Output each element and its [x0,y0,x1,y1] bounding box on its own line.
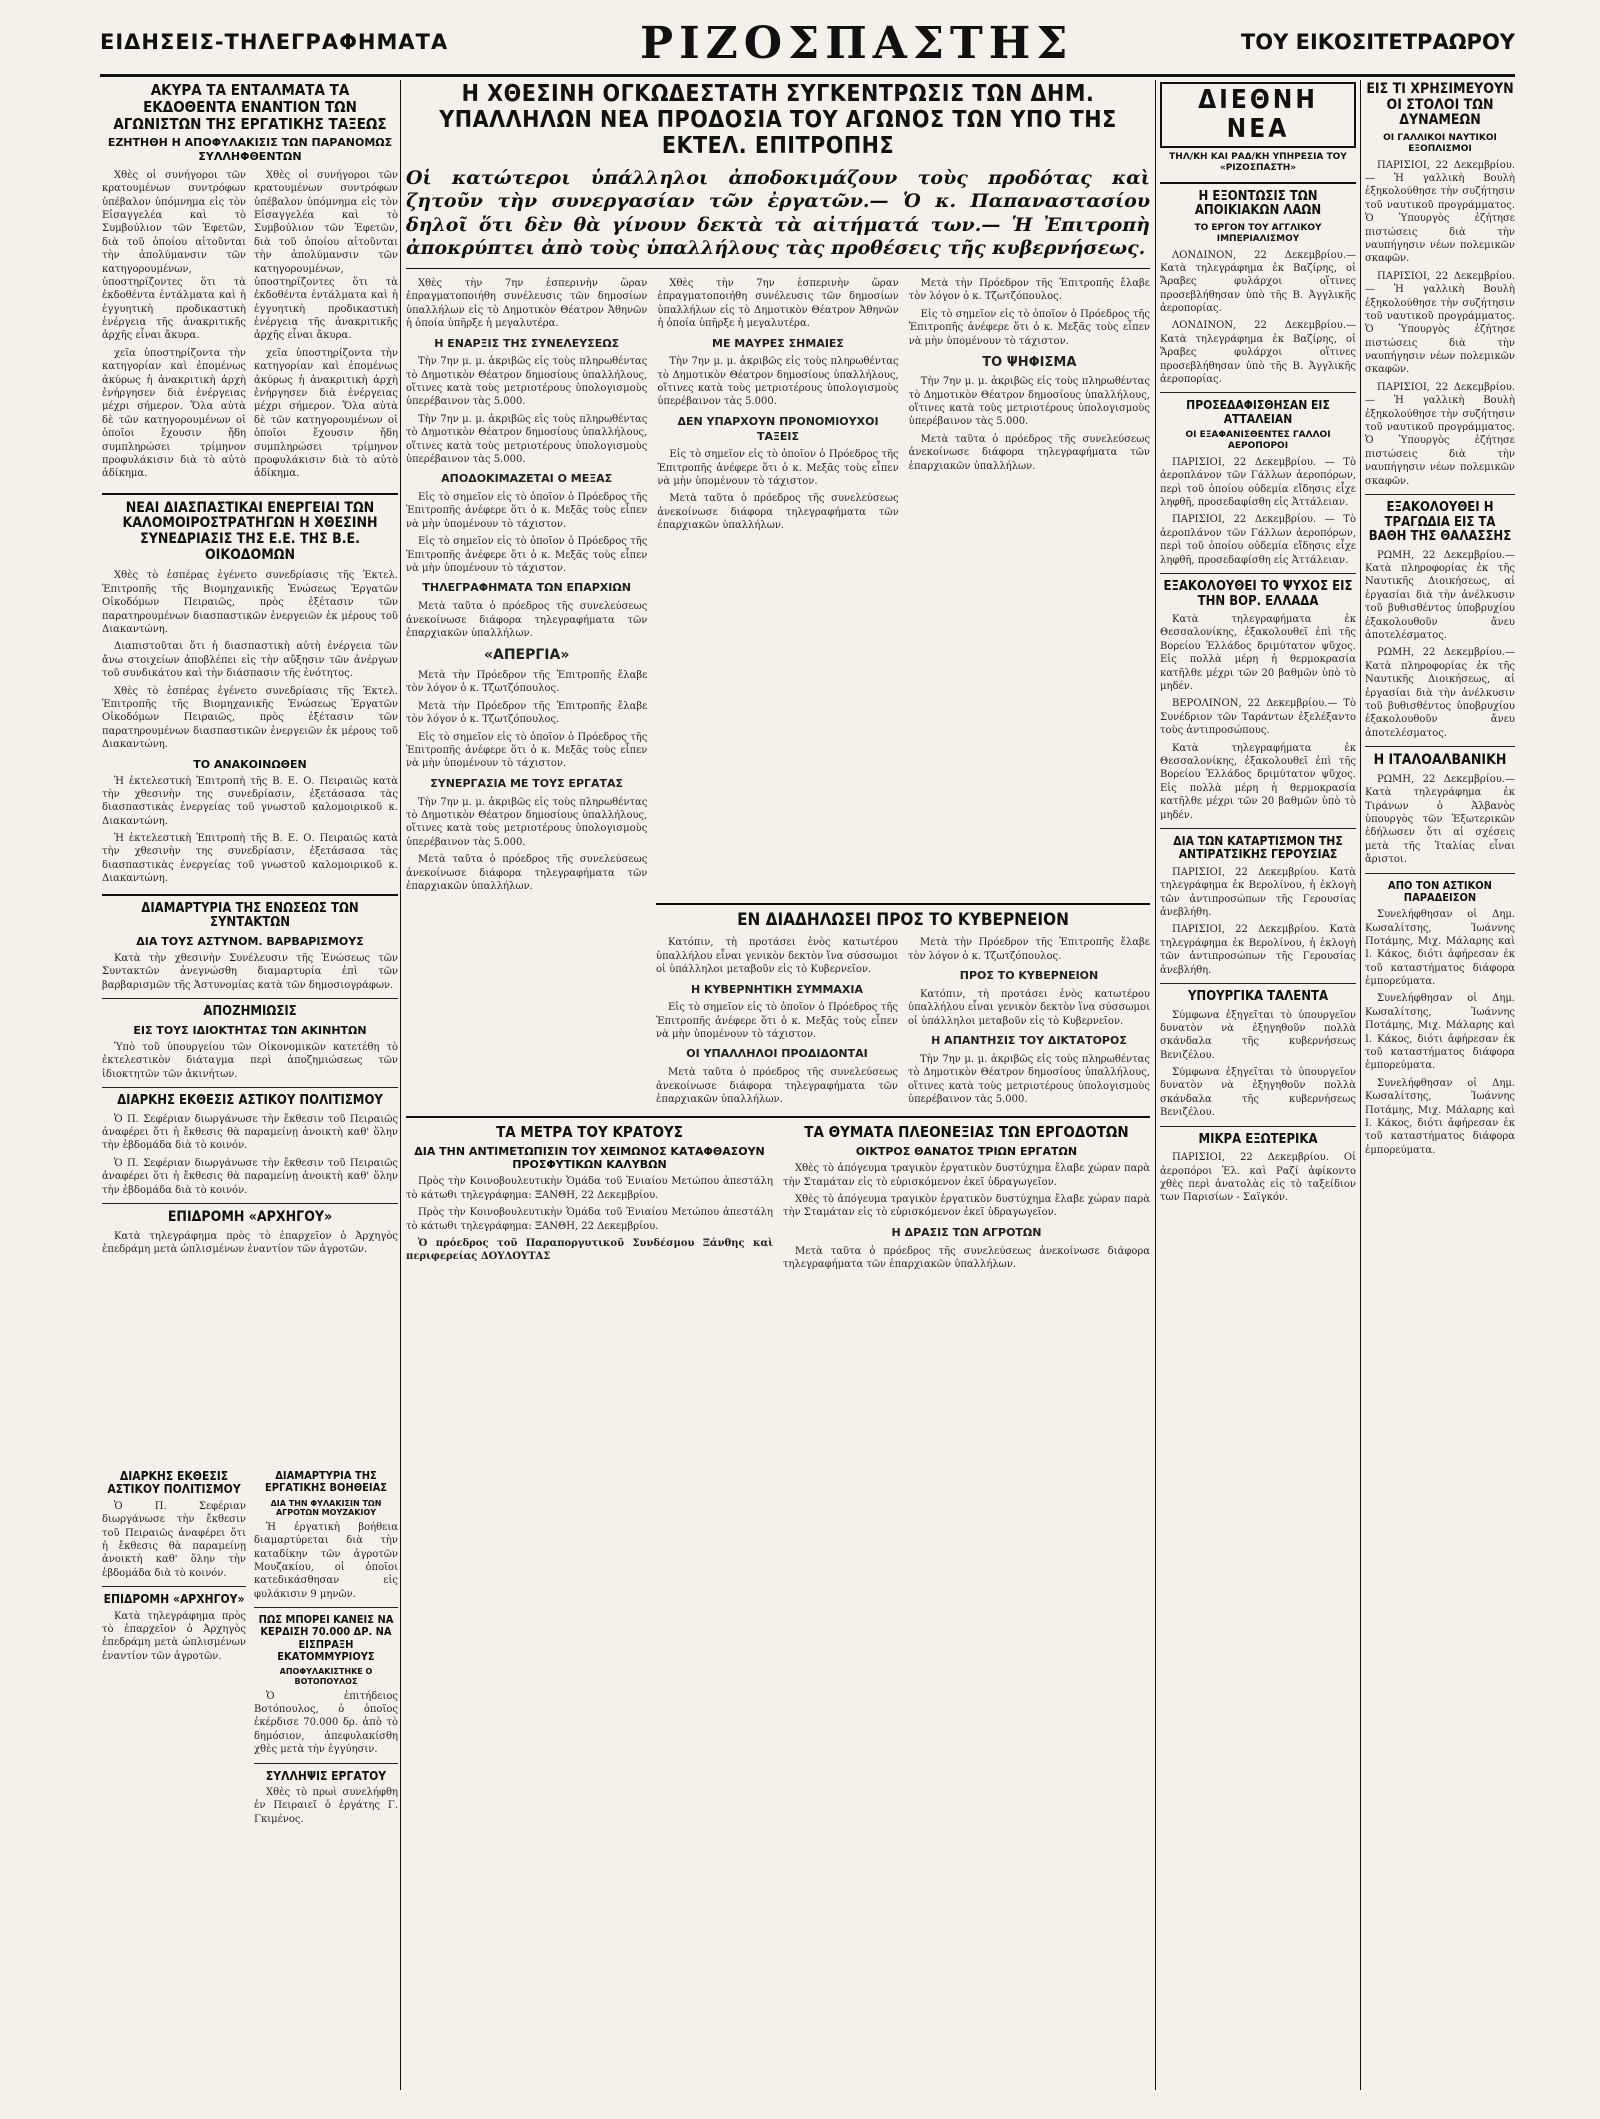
paragraph: Ὁ Π. Σεφέριαν διωργάνωσε τὴν ἔκθεσιν τοῦ Πειραιῶς ἀναφέρει ὅτι ἡ ἔκθεσις θὰ παραμείνῃ ἀνοικτὴ καθ' ὅλην τὴν ἑβδομάδα διὰ τὸ κοινόν. [102,1157,398,1196]
headline-thymata: ΤΑ ΘΥΜΑΤΑ ΠΛΕΟΝΕΞΙΑΣ ΤΩΝ ΕΡΓΟΔΟΤΩΝ [804,1123,1129,1142]
section-rule [102,1586,246,1587]
column-divider [1155,80,1156,2090]
headline-metra: ΤΑ ΜΕΤΡΑ ΤΟΥ ΚΡΑΤΟΥΣ [496,1123,683,1142]
paragraph: ΡΩΜΗ, 22 Δεκεμβρίου.— Κατὰ πληροφορίας ἐκ τῆς Ναυτικῆς Διοικήσεως, αἱ ἐργασίαι διὰ τὴν ἀνέλκυσιν τοῦ βυθισθέντος ὑποβρυχίου ἐξακολουθοῦν ἄνευ ἀποτελέσματος. [1365,647,1515,739]
headline-syntaktai: ΔΙΑΜΑΡΤΥΡΙΑ ΤΗΣ ΕΝΩΣΕΩΣ ΤΩΝ ΣΥΝΤΑΚΤΩΝ [141,900,359,931]
paragraph: Μετὰ τὴν Πρόεδρον τῆς Ἐπιτροπῆς ἔλαβε τὸν λόγον ὁ κ. Τζωτζόπουλος. [908,937,1150,962]
banner-subtitle: ΤΗΛ/ΚΗ ΚΑΙ ΡΑΔ/ΚΗ ΥΠΗΡΕΣΙΑ ΤΟΥ «ΡΙΖΟΣΠΑΣΤΗ» [1169,152,1347,174]
newspaper-title: ΡΙΖΟΣΠΑΣΤΗΣ [640,18,1074,69]
masthead-rule [100,74,1515,77]
headline-apoikiakoi: Η ΕΞΟΝΤΩΣΙΣ ΤΩΝ ΑΠΟΙΚΙΑΚΩΝ ΛΑΩΝ [1194,188,1322,219]
paragraph: ΠΑΡΙΣΙΟΙ, 22 Δεκεμβρίου. Κατὰ τηλεγράφημα ἐκ Βερολίνου, ἡ ἐκλογὴ τῶν ἀντιπροσώπων τῆς Γερουσίας ἀνεβλήθη. [1160,924,1356,976]
paragraph: Μετὰ ταῦτα ὁ πρόεδρος τῆς συνελεύσεως ἀνεκοίνωσε διάφορα τηλεγραφήματα τῶν ἐπαρχιακῶν ὑπαλλήλων. [908,433,1150,472]
paragraph: Ὁ ἐπιτήδειος Βοτόπουλος, ὁ ὁποῖος ἐκέρδισε 70.000 δρ. ἀπὸ τὸ δημόσιον, ἀπεφυλακίσθη χθὲς μετὰ τὴν ἐγγύησιν. [254,1690,398,1756]
subheadline-metra: ΔΙΑ ΤΗΝ ΑΝΤΙΜΕΤΩΠΙΣΙΝ ΤΟΥ ΧΕΙΜΩΝΟΣ ΚΑΤΑΦΘΑΣΟΥΝ ΠΡΟΣΦΥΤΙΚΩΝ ΚΑΛΥΒΩΝ [414,1145,765,1172]
subhead-pronomiouxoi: ΔΕΝ ΥΠΑΡΧΟΥΝ ΠΡΟΝΟΜΙΟΥΧΟΙ ΤΑΞΕΙΣ [677,414,879,443]
article-akyra [102,169,398,485]
paragraph: ΠΑΡΙΣΙΟΙ, 22 Δεκεμβρίου. Οἱ ἀεροπόροι Ἐλ. καὶ Ραζί ἀφίκοντο χθὲς περὶ ἀνατολὰς εἰς τὸ ταξείδιον των Παρισίων - Σαϊγκόν. [1160,1152,1356,1204]
column-divider [1360,80,1361,2090]
article-col-b [657,277,898,897]
section-rule [406,268,1150,269]
headline-tragodia: ΕΞΑΚΟΛΟΥΘΕΙ Η ΤΡΑΓΩΔΙΑ ΕΙΣ ΤΑ ΒΑΘΗ ΤΗΣ ΘΑΛΑΣΣΗΣ [1368,499,1512,545]
paragraph: Διαπιστοῦται ὅτι ἡ διασπαστικὴ αὐτὴ ἐνέργεια τῶν ἄνω στοιχείων ἀποβλέπει εἰς τὴν αὔξησιν τῶν ἀνέργων τοῦ συνδικάτου καὶ τὴν διάσπασιν τῆς ἑνότητος. [102,641,398,680]
subheadline-stoloi: ΟΙ ΓΑΛΛΙΚΟΙ ΝΑΥΤΙΚΟΙ ΕΞΟΠΛΙΣΜΟΙ [1383,133,1497,154]
article-attaleia [1160,456,1356,567]
headline-syllipsis: ΣΥΛΛΗΨΙΣ ΕΡΓΑΤΟΥ [265,1768,387,1783]
paragraph: Ὁ Π. Σεφέριαν διωργάνωσε τὴν ἔκθεσιν τοῦ Πειραιῶς ἀναφέρει ὅτι ἡ ἔκθεσις θὰ παραμείνῃ ἀνοικτὴ καθ' ὅλην τὴν ἑβδομάδα διὰ τὸ κοινόν. [102,1500,246,1579]
headline-epidromi-2: ΕΠΙΔΡΟΜΗ «ΑΡΧΗΓΟΥ» [103,1592,245,1607]
paragraph: Εἰς τὸ σημεῖον εἰς τὸ ὁποῖον ὁ Πρόεδρος τῆς Ἐπιτροπῆς ἀνέφερε ὅτι ὁ κ. Μεξᾶς τοὺς εἶπεν νὰ μὴν ὑπομένουν τὸ τάχιστον. [908,308,1150,347]
diadilosi-row [656,936,1150,1110]
center-column [406,82,1150,2092]
subhead-synergasia: ΣΥΝΕΡΓΑΣΙΑ ΜΕ ΤΟΥΣ ΕΡΓΑΤΑΣ [430,776,624,790]
diadilosi-col-a [656,936,898,1110]
paragraph: Τὴν 7ην μ. μ. ἀκριβῶς εἰς τοὺς πληρωθέντας τὸ Δημοτικὸν Θέατρον δημοσίους ὑπαλλήλους, οἵτινες κατὰ τοὺς μετριοτέρους ὑπολογισμοὺς ὑπερέβαινον τὰς 5.000. [908,376,1150,428]
headline-diadilosi: ΕΝ ΔΙΑΔΗΛΩΣΕΙ ΠΡΟΣ ΤΟ ΚΥΒΕΡΝΕΙΟΝ [737,910,1069,931]
paragraph: Τὴν 7ην μ. μ. ἀκριβῶς εἰς τοὺς πληρωθέντας τὸ Δημοτικὸν Θέατρον δημοσίους ὑπαλλήλους, οἵτινες κατὰ τοὺς μετριοτέρους ὑπολογισμοὺς ὑπερέβαινον τὰς 5.000. [908,1053,1150,1105]
article-tragodia [1365,549,1515,740]
lede-sygkentrosis: Οἱ κατώτεροι ὑπάλληλοι ἀποδοκιμάζουν τοὺς προδότας καὶ ζητοῦν τὴν συνεργασίαν τῶν ἐργατῶν.— Ὁ κ. Παπαναστασίου δηλοῖ ὅτι δὲν θὰ γίνουν δεκτὰ τὰ αἰτήματά των.— Ἡ Ἐπιτροπὴ ἀποκρύπτει ἀπὸ τοὺς ὑπαλλήλους τὰς προθέσεις τῆς κυβερνήσεως. [406,167,1150,259]
article-stoloi [1365,159,1515,488]
paragraph: Χθὲς τὸ πρωὶ συνελήφθη ἐν Πειραιεῖ ὁ ἐργάτης Γ. Γκιμένος. [254,1786,398,1825]
subhead-mavres-simaies: ΜΕ ΜΑΥΡΕΣ ΣΗΜΑΙΕΣ [712,336,844,350]
paragraph: Μετὰ ταῦτα ὁ πρόεδρος τῆς συνελεύσεως ἀνεκοίνωσε διάφορα τηλεγραφήματα τῶν ἐπαρχιακῶν ὑπαλλήλων. [657,493,899,532]
section-label-right: ΤΟΥ ΕΙΚΟΣΙΤΕΤΡΑΩΡΟΥ [1240,30,1515,54]
headline-apozimiosis: ΑΠΟΖΗΜΙΩΣΙΣ [203,1004,297,1020]
paragraph: Ὁ Π. Σεφέριαν διωργάνωσε τὴν ἔκθεσιν τοῦ Πειραιῶς ἀναφέρει ὅτι ἡ ἔκθεσις θὰ παραμείνῃ ἀνοικτὴ καθ' ὅλην τὴν ἑβδομάδα διὰ τὸ κοινόν. [102,1113,398,1152]
paragraph: Χθὲς τὸ ἑσπέρας ἐγένετο συνεδρίασις τῆς Ἐκτελ. Ἐπιτροπῆς τῆς Βιομηχανικῆς Ἑνώσεως Ἐργατῶν Οἰκοδόμων Πειραιῶς, πρὸς ἐξέτασιν τῶν παρατηρουμένων διασπαστικῶν ἐνεργειῶν ἐκ μέρους τοῦ Διακαντώνη. [102,685,398,751]
headline-talenta: ΥΠΟΥΡΓΙΚΑ ΤΑΛΕΝΤΑ [1187,988,1329,1004]
banner-diethni-nea: ΔΙΕΘΝΗ ΝΕΑ [1160,82,1356,148]
paragraph: ΛΟΝΔΙΝΟΝ, 22 Δεκεμβρίου.— Κατὰ τηλεγράφημα ἐκ Βαζίρης, οἱ Ἄραβες φυλάρχοι οἵτινες προσεβλήθησαν ὑπὸ τῆς Β. Ἀγγλικῆς ἀεροπορίας. [1160,249,1356,315]
subhead-symmachia: Η ΚΥΒΕΡΝΗΤΙΚΗ ΣΥΜΜΑΧΙΑ [690,982,864,996]
headline-italoalvaniki: Η ΙΤΑΛΟΑΛΒΑΝΙΚΗ [1373,752,1507,769]
subheadline-syntaktai: ΔΙΑ ΤΟΥΣ ΑΣΤΥΝΟΜ. ΒΑΡΒΑΡΙΣΜΟΥΣ [136,934,364,948]
subheadline-thymata: ΟΙΚΤΡΟΣ ΘΑΝΑΤΟΣ ΤΡΙΩΝ ΕΡΓΑΤΩΝ [855,1145,1078,1159]
paragraph: Χθὲς τὸ ἀπόγευμα τραγικὸν ἐργατικὸν δυστύχημα ἔλαβε χώραν παρὰ τὴν Σταμάταν εἰς τὸ εὑρισκόμενον ἐκεῖ ὑδραγωγεῖον. [783,1194,1150,1219]
metra-block [406,1124,773,1275]
paragraph: Σύμφωνα ἐξηγεῖται τὸ ὑπουργεῖον δυνατὸν νὰ ἐξηγηθοῦν πολλὰ σκάνδαλα τῆς κυβερνήσεως Βενιζέλου. [1160,1067,1356,1119]
article-anakoinothen [102,775,398,886]
paragraph: Μετὰ ταῦτα ὁ πρόεδρος τῆς συνελεύσεως ἀνεκοίνωσε διάφορα τηλεγραφήματα τῶν ἐπαρχιακῶν ὑπαλλήλων. [783,1245,1150,1270]
paragraph: Κατὰ τηλεγράφημα πρὸς τὸ ἐπαρχεῖον ὁ Ἀρχηγὸς ἐπεδράμη μετὰ ὡπλισμένων ἐναντίον τῶν ἀγροτῶν. [102,1230,398,1255]
diadilosi-col-b [908,936,1150,1110]
section-rule [102,1087,398,1088]
paragraph: ΠΑΡΙΣΙΟΙ, 22 Δεκεμβρίου.— Ἡ γαλλικὴ Βουλὴ ἐξηκολούθησε τὴν συζήτησιν τοῦ ναυτικοῦ προγράμματος. Ὁ Ὑπουργὸς ἐζήτησε πιστώσεις διὰ τὴν ναυπήγησιν νέων πολεμικῶν σκαφῶν. [1365,159,1515,265]
article-ekthesis [102,1113,398,1197]
paragraph: Συνελήφθησαν οἱ Δημ. Κωσαλίτσης, Ἰωάννης Ποτάμης, Μιχ. Μάλαρης καὶ Ι. Κάκος, διότι ἀφήρεσαν ἐκ τοῦ καταστήματος διάφορα ἐμπορεύματα. [1365,1077,1515,1156]
left-bottom-row [102,1470,398,1830]
article-psychos [1160,613,1356,822]
section-rule [1365,873,1515,874]
paragraph: Χθὲς τὴν 7ην ἑσπερινὴν ὥραν ἐπραγματοποιήθη συνέλευσις τῶν δημοσίων ὑπαλλήλων εἰς τὸ Δημοτικὸν Θέατρον Ἀθηνῶν ἡ ὁποία ὑπῆρξε ἡ μεγαλυτέρα. [657,277,899,330]
subhead-diktatoros: Η ΑΠΑΝΤΗΣΙΣ ΤΟΥ ΔΙΚΤΑΤΟΡΟΣ [931,1034,1127,1048]
headline-akyra: ΑΚΥΡΑ ΤΑ ΕΝΤΑΛΜΑΤΑ ΤΑ ΕΚΔΟΘΕΝΤΑ ΕΝΑΝΤΙΟΝ ΤΩΝ ΑΓΩΝΙΣΤΩΝ ΤΗΣ ΕΡΓΑΤΙΚΗΣ ΤΑΞΕΩΣ [113,82,387,133]
subhead-psifisma: ΤΟ ΨΗΦΙΣΜΑ [982,354,1077,370]
paragraph: ΠΑΡΙΣΙΟΙ, 22 Δεκεμβρίου. Κατὰ τηλεγράφημα ἐκ Βερολίνου, ἡ ἐκλογὴ τῶν ἀντιπροσώπων τῆς Γερουσίας ἀνεβλήθη. [1160,866,1356,918]
paragraph: χεῖα ὑποστηρίζοντα τὴν κατηγορίαν καὶ ἐπομένως ἀκύρως ἡ ἀνακριτικὴ ἀρχὴ ἐνήργησεν διὰ ἐνέργειας μέχρι σήμερον. Ὅλα αὐτὰ δὲ τῶν κατηγορουμένων οἱ ὁποῖοι ἔχουσιν ἤδη συμπληρώσει τρίμηνον προφυλάκισιν διὰ τὸ αὐτὸ ἀδίκημα. [102,347,246,480]
section-rule [1365,746,1515,747]
headline-sygkentrosis: Η ΧΘΕΣΙΝΗ ΟΓΚΩΔΕΣΤΑΤΗ ΣΥΓΚΕΝΤΡΩΣΙΣ ΤΩΝ ΔΗΜ. ΥΠΑΛΛΗΛΩΝ ΝΕΑ ΠΡΟΔΟΣΙΑ ΤΟΥ ΑΓΩΝΟΣ ΤΩΝ ΥΠΟ ΤΗΣ ΕΚΤΕΛ. ΕΠΙΤΡΟΠΗΣ [439,82,1117,159]
headline-ekthesis: ΔΙΑΡΚΗΣ ΕΚΘΕΣΙΣ ΑΣΤΙΚΟΥ ΠΟΛΙΤΙΣΜΟΥ [117,1093,383,1108]
bottom-center-row [406,1124,1150,1275]
paragraph: Χθὲς τὸ ἑσπέρας ἐγένετο συνεδρίασις τῆς Ἐκτελ. Ἐπιτροπῆς τῆς Βιομηχανικῆς Ἑνώσεως Ἐργατῶν Οἰκοδόμων Πειραιῶς, πρὸς ἐξέτασιν τῶν παρατηρουμένων διασπαστικῶν ἐνεργειῶν ἐκ μέρους τοῦ Διακαντώνη. [102,570,398,635]
subhead-apergia: «ΑΠΕΡΓΙΑ» [483,647,570,664]
headline-voithia: ΔΙΑΜΑΡΤΥΡΙΑ ΤΗΣ ΕΡΓΑΤΙΚΗΣ ΒΟΗΘΕΙΑΣ [264,1470,388,1495]
headline-kerdisi: ΠΩΣ ΜΠΟΡΕΙ ΚΑΝΕΙΣ ΝΑ ΚΕΡΔΙΣΗ 70.000 ΔΡ. ΝΑ ΕΙΣΠΡΑΞΗ ΕΚΑΤΟΜΜΥΡΙΟΥΣ [258,1613,394,1664]
section-label-left: ΕΙΔΗΣΕΙΣ-ΤΗΛΕΓΡΑΦΗΜΑΤΑ [100,30,449,54]
article-ekthesis-2 [102,1500,246,1580]
headline-epidromi: ΕΠΙΔΡΟΜΗ «ΑΡΧΗΓΟΥ» [167,1208,333,1225]
paragraph: Μετὰ τὴν Πρόεδρον τῆς Ἐπιτροπῆς ἔλαβε τὸν λόγον ὁ κ. Τζωτζόπουλος. [406,670,648,695]
paragraph: Εἰς τὸ σημεῖον εἰς τὸ ὁποῖον ὁ Πρόεδρος τῆς Ἐπιτροπῆς ἀνέφερε ὅτι ὁ κ. Μεξᾶς τοὺς εἶπεν νὰ μὴν ὑπομένουν τὸ τάχιστον. [657,449,899,488]
paragraph: ΠΑΡΙΣΙΟΙ, 22 Δεκεμβρίου. — Τὸ ἀεροπλάνον τῶν Γάλλων ἀεροπόρων, περὶ τοῦ ὁποίου οὐδεμία εἴδησις εἶχε ληφθῆ, προσεδαφίσθη εἰς Ἀττάλειαν. [1160,514,1356,566]
paragraph: Ἡ ἐκτελεστικὴ Ἐπιτροπὴ τῆς Β. Ε. Ο. Πειραιῶς κατὰ τὴν χθεσινὴν της συνεδρίασιν, ἐξετάσασα τὰς διασπαστικὰς ἐνεργείας τοῦ γνωστοῦ καλομοιρικοῦ κ. Διακαντώνη. [102,833,398,885]
paragraph: ΡΩΜΗ, 22 Δεκεμβρίου.— Κατὰ τηλεγράφημα ἐκ Τιράνων ὁ Ἀλβανὸς ὑπουργὸς τῶν Ἐξωτερικῶν ἐδήλωσεν ὅτι αἱ σχέσεις μετὰ τῆς Ἰταλίας εἶναι ἄριστοι. [1365,773,1515,866]
subhead-agrotes: Η ΔΡΑΣΙΣ ΤΩΝ ΑΓΡΟΤΩΝ [891,1225,1042,1239]
paragraph: Ἡ ἐργατικὴ βοήθεια διαμαρτύρεται διὰ τὴν καταδίκην τῶν ἀγροτῶν Μουζακίου, οἱ ὁποῖοι κατεδικάσθησαν εἰς φυλάκισιν 9 μηνῶν. [254,1521,398,1600]
paragraph: Κατὰ τηλεγραφήματα ἐκ Θεσσαλονίκης, ἐξακολουθεῖ ἐπὶ τῆς Βορείου Ἑλλάδος δριμύτατον ψῦχος. Εἰς πολλὰ μέρη ἡ θερμοκρασία κατῆλθε μέχρι τῶν 20 βαθμῶν ὑπὸ τὸ μηδέν. [1160,742,1356,821]
section-rule [1160,828,1356,829]
paragraph: Τὴν 7ην μ. μ. ἀκριβῶς εἰς τοὺς πληρωθέντας τὸ Δημοτικὸν Θέατρον δημοσίους ὑπαλλήλους, οἵτινες κατὰ τοὺς μετριοτέρους ὑπολογισμοὺς ὑπερέβαινον τὰς 5.000. [406,796,648,848]
paragraph: Κατὰ τηλεγράφημα πρὸς τὸ ἐπαρχεῖον ὁ Ἀρχηγὸς ἐπεδράμη μετὰ ὡπλισμένων ἐναντίον τῶν ἀγροτῶν. [102,1610,246,1662]
article-col-a [406,277,647,897]
subhead-anakoinothen: ΤΟ ΑΝΑΚΟΙΝΩΘΕΝ [193,757,307,771]
paragraph: Συνελήφθησαν οἱ Δημ. Κωσαλίτσης, Ἰωάννης Ποτάμης, Μιχ. Μάλαρης καὶ Ι. Κάκος, διότι ἀφήρεσαν ἐκ τοῦ καταστήματος διάφορα ἐμπορεύματα. [1365,909,1515,988]
diadilosi-block [656,911,1150,1110]
thymata-block [783,1124,1150,1275]
headline-mikra-exoterika: ΜΙΚΡΑ ΕΞΩΤΕΡΙΚΑ [1198,1131,1318,1147]
subhead-tilegrafimata: ΤΗΛΕΓΡΑΦΗΜΑΤΑ ΤΩΝ ΕΠΑΡΧΙΩΝ [422,581,631,595]
headline-psychos: ΕΞΑΚΟΛΟΥΘΕΙ ΤΟ ΨΥΧΟΣ ΕΙΣ ΤΗΝ ΒΟΡ. ΕΛΛΑΔΑ [1163,579,1353,609]
paragraph: Χθὲς τὸ ἀπόγευμα τραγικὸν ἐργατικὸν δυστύχημα ἔλαβε χώραν παρὰ τὴν Σταμάταν εἰς τὸ εὑρισκόμενον ἐκεῖ ὑδραγωγεῖον. [783,1163,1150,1188]
article-apozimiosis [102,1041,398,1081]
paragraph: Εἰς τὸ σημεῖον εἰς τὸ ὁποῖον ὁ Πρόεδρος τῆς Ἐπιτροπῆς ἀνέφερε ὅτι ὁ κ. Μεξᾶς τοὺς εἶπεν νὰ μὴν ὑπομένουν τὸ τάχιστον. [406,492,648,530]
left-bottom-a [102,1470,246,1830]
paragraph: Κατόπιν, τὴ προτάσει ἑνὸς κατωτέρου ὑπαλλήλου εἶναι γενικὸν δεκτὸν ἵνα σύσσωμοι οἱ ὑπάλληλοι μεταβοῦν εἰς τὸ Κυβερνεῖον. [656,937,898,976]
paragraph: Κατὰ τηλεγραφήματα ἐκ Θεσσαλονίκης, ἐξακολουθεῖ ἐπὶ τῆς Βορείου Ἑλλάδος δριμύτατον ψῦχος. Εἰς πολλὰ μέρη ἡ θερμοκρασία κατῆλθε μέχρι τῶν 20 βαθμῶν ὑπὸ τὸ μηδέν. [1160,614,1356,693]
paragraph: ΒΕΡΟΛΙΝΟΝ, 22 Δεκεμβρίου.— Τὸ Συνέδριον τῶν Ταράντων ἐξελέξαντο τοὺς ἀντιπροσώπους. [1160,698,1356,737]
section-rule [1160,983,1356,984]
paragraph-signature: Ὁ πρόεδρος τοῦ Παραποργυτικοῦ Συνδέσμου Ξάνθης καὶ περιφερείας ΔΟΥΛΟΥΤΑΣ [406,1238,773,1263]
article-gerousia [1160,866,1356,977]
paragraph: ΠΑΡΙΣΙΟΙ, 22 Δεκεμβρίου. — Τὸ ἀεροπλάνον τῶν Γάλλων ἀεροπόρων, περὶ τοῦ ὁποίου οὐδεμία εἴδησις εἶχε ληφθῆ, προσεδαφίσθη εἰς Ἀττάλειαν. [1160,456,1356,509]
paragraph: Μετὰ ταῦτα ὁ πρόεδρος τῆς συνελεύσεως ἀνεκοίνωσε διάφορα τηλεγραφήματα τῶν ἐπαρχιακῶν ὑπαλλήλων. [406,601,648,639]
paragraph: Εἰς τὸ σημεῖον εἰς τὸ ὁποῖον ὁ Πρόεδρος τῆς Ἐπιτροπῆς ἀνέφερε ὅτι ὁ κ. Μεξᾶς τοὺς εἶπεν νὰ μὴν ὑπομένουν τὸ τάχιστον. [406,536,648,575]
paragraph: ΠΑΡΙΣΙΟΙ, 22 Δεκεμβρίου.— Ἡ γαλλικὴ Βουλὴ ἐξηκολούθησε τὴν συζήτησιν τοῦ ναυτικοῦ προγράμματος. Ὁ Ὑπουργὸς ἐζήτησε πιστώσεις διὰ τὴν ναυπήγησιν νέων πολεμικῶν σκαφῶν. [1365,381,1515,487]
article-apoikiakoi [1160,249,1356,387]
paragraph: Κατόπιν, τὴ προτάσει ἑνὸς κατωτέρου ὑπαλλήλου εἶναι γενικὸν δεκτὸν ἵνα σύσσωμοι οἱ ὑπάλληλοι μεταβοῦν εἰς τὸ Κυβερνεῖον. [908,988,1150,1027]
paragraph: Τὴν 7ην μ. μ. ἀκριβῶς εἰς τοὺς πληρωθέντας τὸ Δημοτικὸν Θέατρον δημοσίους ὑπαλλήλους, οἵτινες κατὰ τοὺς μετριοτέρους ὑπολογισμοὺς ὑπερέβαινον τὰς 5.000. [406,413,648,465]
article-metra [406,1175,773,1263]
paragraph: ΠΑΡΙΣΙΟΙ, 22 Δεκεμβρίου.— Ἡ γαλλικὴ Βουλὴ ἐξηκολούθησε τὴν συζήτησιν τοῦ ναυτικοῦ προγράμματος. Ὁ Ὑπουργὸς ἐζήτησε πιστώσεις διὰ τὴν ναυπήγησιν νέων πολεμικῶν σκαφῶν. [1365,270,1515,376]
subhead-kyverneion: ΠΡΟΣ ΤΟ ΚΥΒΕΡΝΕΙΟΝ [959,969,1099,983]
article-thymata [783,1162,1150,1271]
paragraph: Εἰς τὸ σημεῖον εἰς τὸ ὁποῖον ὁ Πρόεδρος τῆς Ἐπιτροπῆς ἀνέφερε ὅτι ὁ κ. Μεξᾶς τοὺς εἶπεν νὰ μὴν ὑπομένουν τὸ τάχιστον. [656,1002,898,1041]
column-divider [400,80,401,2090]
paragraph: Μετὰ ταῦτα ὁ πρόεδρος τῆς συνελεύσεως ἀνεκοίνωσε διάφορα τηλεγραφήματα τῶν ἐπαρχιακῶν ὑπαλλήλων. [656,1067,898,1105]
subheadline-kerdisi: ΑΠΟΦΥΛΑΚΙΣΤΗΚΕ Ο ΒΟΤΟΠΟΥΛΟΣ [279,1667,373,1686]
subheadline-attaleia: ΟΙ ΕΞΑΦΑΝΙΣΘΕΝΤΕΣ ΓΑΛΛΟΙ ΑΕΡΟΠΟΡΟΙ [1185,430,1331,452]
section-rule [102,998,398,999]
article-epidromi-2 [102,1610,246,1664]
section-rule [406,1116,1150,1118]
section-rule [102,493,398,495]
masthead [100,18,1515,74]
article-kalomoiro [102,569,398,751]
article-mikra-exoterika [1160,1151,1356,1205]
subhead-prodidontai: ΟΙ ΥΠΑΛΛΗΛΟΙ ΠΡΟΔΙΔΟΝΤΑΙ [686,1047,868,1061]
subheadline-voithia: ΔΙΑ ΤΗΝ ΦΥΛΑΚΙΣΙΝ ΤΩΝ ΑΓΡΟΤΩΝ ΜΟΥΖΑΚΙΟΥ [270,1498,382,1518]
article-syntaktai [102,952,398,992]
right-column [1365,82,1515,2092]
paragraph: Πρὸς τὴν Κοινοβουλευτικὴν Ὁμάδα τοῦ Ἐνιαίου Μετώπου ἀπεστάλη τὸ κάτωθι τηλεγράφημα: ΞΑΝΘΗ, 22 Δεκεμβρίου. [406,1207,773,1232]
paragraph: ΡΩΜΗ, 22 Δεκεμβρίου.— Κατὰ πληροφορίας ἐκ τῆς Ναυτικῆς Διοικήσεως, αἱ ἐργασίαι διὰ τὴν ἀνέλκυσιν τοῦ βυθισθέντος ὑποβρυχίου ἐξακολουθοῦν ἄνευ ἀποτελέσματος. [1365,549,1515,641]
left-bottom-subcolumn [102,1470,398,2090]
section-rule [254,1607,398,1608]
paragraph: Χθὲς οἱ συνήγοροι τῶν κρατουμένων συντρόφων ὑπέβαλον ὑπόμνημα εἰς τὸν Εἰσαγγελέα καὶ τὸ Συμβούλιον τῶν Ἐφετῶν, διὰ τοῦ ὁποίου αἰτοῦνται τὴν ἀπολύμανσιν τῶν κατηγορουμένων, ὑποστηρίζοντες ὅτι τὰ ἐκδοθέντα ἐντάλματα καὶ ἡ ἐγγυητικὴ προδικαστικὴ ἐνέργεια τῆς ἀνακριτικῆς ἀρχῆς εἶναι ἄκυρα. [102,169,246,342]
subhead-mexas: ΑΠΟΔΟΚΙΜΑΖΕΤΑΙ Ο ΜΕΞΑΣ [441,472,613,486]
paragraph: Σύμφωνα ἐξηγεῖται τὸ ὑπουργεῖον δυνατὸν νὰ ἐξηγηθοῦν πολλὰ σκάνδαλα τῆς κυβερνήσεως Βενιζέλου. [1160,1009,1356,1061]
subheadline-apozimiosis: ΕΙΣ ΤΟΥΣ ΙΔΙΟΚΤΗΤΑΣ ΤΩΝ ΑΚΙΝΗΤΩΝ [133,1023,367,1037]
article-paradeisos [1365,908,1515,1157]
paragraph: Μετὰ τὴν Πρόεδρον τῆς Ἐπιτροπῆς ἔλαβε τὸν λόγον ὁ κ. Τζωτζόπουλος. [406,700,648,726]
section-rule [1160,392,1356,393]
article-kerdisi [254,1690,398,1757]
paragraph: Εἰς τὸ σημεῖον εἰς τὸ ὁποῖον ὁ Πρόεδρος τῆς Ἐπιτροπῆς ἀνέφερε ὅτι ὁ κ. Μεξᾶς τοὺς εἶπεν νὰ μὴν ὑπομένουν τὸ τάχιστον. [406,731,648,770]
subheadline-apoikiakoi: ΤΟ ΕΡΓΟΝ ΤΟΥ ΑΓΓΛΙΚΟΥ ΙΜΠΕΡΙΑΛΙΣΜΟΥ [1194,222,1322,244]
section-rule [1160,573,1356,574]
headline-attaleia: ΠΡΟΣΕΔΑΦΙΣΘΗΣΑΝ ΕΙΣ ΑΤΤΑΛΕΙΑΝ [1186,398,1330,426]
article-talenta [1160,1009,1356,1120]
headline-gerousia: ΔΙΑ ΤΩΝ ΚΑΤΑΡΤΙΣΜΟΝ ΤΗΣ ΑΝΤΙΡΑΤΣΙΚΗΣ ΓΕΡΟΥΣΙΑΣ [1173,833,1343,862]
paragraph: Τὴν 7ην μ. μ. ἀκριβῶς εἰς τοὺς πληρωθέντας τὸ Δημοτικὸν Θέατρον δημοσίους ὑπαλλήλους, οἵτινες κατὰ τοὺς μετριοτέρους ὑπολογισμοὺς ὑπερέβαινον τὰς 5.000. [406,356,648,408]
section-rule [254,1763,398,1764]
international-column [1160,82,1356,2092]
section-rule [1160,1126,1356,1127]
article-italoalvaniki [1365,773,1515,867]
section-rule [1365,494,1515,495]
section-rule [102,894,398,896]
section-rule [1160,182,1356,184]
paragraph: Χθὲς οἱ συνήγοροι τῶν κρατουμένων συντρόφων ὑπέβαλον ὑπόμνημα εἰς τὸν Εἰσαγγελέα καὶ τὸ Συμβούλιον τῶν Ἐφετῶν, διὰ τοῦ ὁποίου αἰτοῦνται τὴν ἀπολύμανσιν τῶν κατηγορουμένων, ὑποστηρίζοντες ὅτι τὰ ἐκδοθέντα ἐντάλματα καὶ ἡ ἐγγυητικὴ προδικαστικὴ ἐνέργεια τῆς ἀνακριτικῆς ἀρχῆς εἶναι ἄκυρα. [254,169,398,342]
article-col-c [909,277,1150,897]
left-bottom-b [254,1470,398,1830]
headline-stoloi: ΕΙΣ ΤΙ ΧΡΗΣΙΜΕΥΟΥΝ ΟΙ ΣΤΟΛΟΙ ΤΩΝ ΔΥΝΑΜΕΩΝ [1366,82,1514,129]
section-rule [656,903,1150,905]
subheadline-akyra: ΕΖΗΤΗΘΗ Η ΑΠΟΦΥΛΑΚΙΣΙΣ ΤΩΝ ΠΑΡΑΝΟΜΩΣ ΣΥΛΛΗΦΘΕΝΤΩΝ [107,136,393,163]
headline-kalomoirostrategoi: ΝΕΑΙ ΔΙΑΣΠΑΣΤΙΚΑΙ ΕΝΕΡΓΕΙΑΙ ΤΩΝ ΚΑΛΟΜΟΙΡΟΣΤΡΑΤΗΓΩΝ Η ΧΘΕΣΙΝΗ ΣΥΝΕΔΡΙΑΣΙΣ ΤΗΣ Ε.Ε. ΤΗΣ Β.Ε. ΟΙΚΟΔΟΜΩΝ [122,499,378,563]
headline-ekthesis-2: ΔΙΑΡΚΗΣ ΕΚΘΕΣΙΣ ΑΣΤΙΚΟΥ ΠΟΛΙΤΙΣΜΟΥ [107,1470,241,1497]
paragraph: Ὑπὸ τοῦ ὑπουργείου τῶν Οἰκονομικῶν κατετέθη τὸ ἐκτελεστικὸν διάταγμα περὶ ἀποζημιώσεως τῶν ἰδιοκτητῶν τῶν ἀκινήτων. [102,1041,398,1080]
section-rule [102,1203,398,1204]
paragraph: Πρὸς τὴν Κοινοβουλευτικὴν Ὁμάδα τοῦ Ἐνιαίου Μετώπου ἀπεστάλη τὸ κάτωθι τηλεγράφημα: ΞΑΝΘΗ, 22 Δεκεμβρίου. [406,1176,773,1201]
paragraph: Κατὰ τὴν χθεσινὴν Συνέλευσιν τῆς Ἑνώσεως τῶν Συντακτῶν ἀνεγνώσθη διαμαρτυρία ἐπὶ τῶν βαρβαρισμῶν τῆς Ἀστυνομίας κατὰ τῶν δημοσιογράφων. [102,952,398,991]
paragraph: Ἡ ἐκτελεστικὴ Ἐπιτροπὴ τῆς Β. Ε. Ο. Πειραιῶς κατὰ τὴν χθεσινὴν της συνεδρίασιν, ἐξετάσασα τὰς διασπαστικὰς ἐνεργείας τοῦ γνωστοῦ καλομοιρικοῦ κ. Διακαντώνη. [102,775,398,827]
headline-paradeisos: ΑΠΟ ΤΟΝ ΑΣΤΙΚΟΝ ΠΑΡΑΔΕΙΣΟΝ [1388,878,1492,904]
paragraph: Χθὲς τὴν 7ην ἑσπερινὴν ὥραν ἐπραγματοποιήθη συνέλευσις τῶν δημοσίων ὑπαλλήλων εἰς τὸ Δημοτικὸν Θέατρον Ἀθηνῶν ἡ ὁποία ὑπῆρξε ἡ μεγαλυτέρα. [406,277,648,330]
paragraph: χεῖα ὑποστηρίζοντα τὴν κατηγορίαν καὶ ἐπομένως ἀκύρως ἡ ἀνακριτικὴ ἀρχὴ ἐνήργησεν διὰ ἐνέργειας μέχρι σήμερον. Ὅλα αὐτὰ δὲ τῶν κατηγορουμένων οἱ ὁποῖοι ἔχουσιν ἤδη συμπληρώσει τρίμηνον προφυλάκισιν διὰ τὸ αὐτὸ ἀδίκημα. [254,347,398,480]
article-epidromi [102,1230,398,1257]
subhead-enarxis: Η ΕΝΑΡΞΙΣ ΤΗΣ ΣΥΝΕΛΕΥΣΕΩΣ [434,336,620,350]
center-article-row [406,277,1150,897]
paragraph: Μετὰ τὴν Πρόεδρον τῆς Ἐπιτροπῆς ἔλαβε τὸν λόγον ὁ κ. Τζωτζόπουλος. [908,277,1150,303]
article-voithia [254,1521,398,1601]
paragraph: Συνελήφθησαν οἱ Δημ. Κωσαλίτσης, Ἰωάννης Ποτάμης, Μιχ. Μάλαρης καὶ Ι. Κάκος, διότι ἀφήρεσαν ἐκ τοῦ καταστήματος διάφορα ἐμπορεύματα. [1365,993,1515,1072]
paragraph: ΛΟΝΔΙΝΟΝ, 22 Δεκεμβρίου.— Κατὰ τηλεγράφημα ἐκ Βαζίρης, οἱ Ἄραβες φυλάρχοι οἵτινες προσεβλήθησαν ὑπὸ τῆς Β. Ἀγγλικῆς ἀεροπορίας. [1160,320,1356,386]
article-syllipsis [254,1786,398,1826]
paragraph: Τὴν 7ην μ. μ. ἀκριβῶς εἰς τοὺς πληρωθέντας τὸ Δημοτικὸν Θέατρον δημοσίους ὑπαλλήλους, οἵτινες κατὰ τοὺς μετριοτέρους ὑπολογισμοὺς ὑπερέβαινον τὰς 5.000. [657,356,899,408]
paragraph: Μετὰ ταῦτα ὁ πρόεδρος τῆς συνελεύσεως ἀνεκοίνωσε διάφορα τηλεγραφήματα τῶν ἐπαρχιακῶν ὑπαλλήλων. [406,854,648,892]
